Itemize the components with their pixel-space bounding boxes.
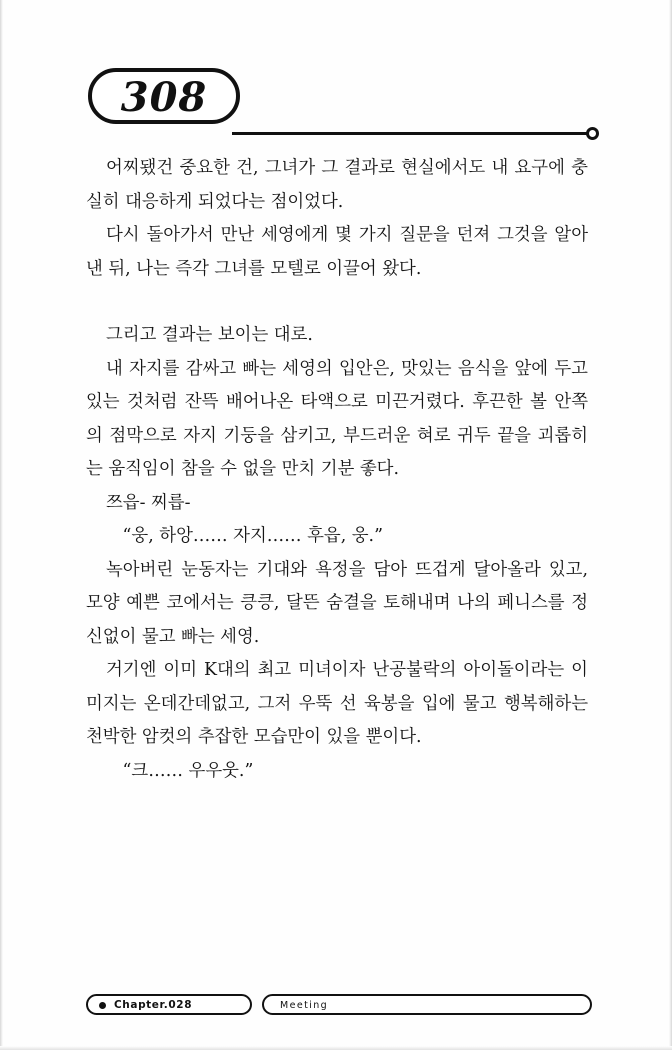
page-header xyxy=(0,68,672,140)
paragraph: 녹아버린 눈동자는 기대와 욕정을 담아 뜨겁게 달아올라 있고, 모양 예쁜 코에서는 킁킁, 달뜬 숨결을 토해내며 나의 페니스를 정신없이 물고 빠는 세영. xyxy=(86,559,588,647)
paragraph-sound-effect: 쯔읍- 찌릅- xyxy=(106,492,191,513)
header-rule xyxy=(232,132,592,135)
paragraph-dialogue: “크…… 우우웃.” xyxy=(122,760,254,781)
page-number: 308 xyxy=(120,74,208,121)
page-body-text xyxy=(86,152,588,788)
footer-chapter-pill xyxy=(86,994,252,1015)
footer-section-label: Meeting xyxy=(280,1000,329,1011)
paragraph: 다시 돌아가서 만난 세영에게 몇 가지 질문을 던져 그것을 알아낸 뒤, 나는 즉각 그녀를 모텔로 이끌어 왔다. xyxy=(86,225,588,279)
paragraph: 거기엔 이미 K대의 최고 미녀이자 난공불락의 아이돌이라는 이미지는 온데간데없고, 그저 우뚝 선 육봉을 입에 물고 행복해하는 천박한 암컷의 추잡한 모습만이 있을 뿐이다. xyxy=(86,660,588,747)
page-number-bubble xyxy=(88,68,240,124)
header-rule-end-dot-icon xyxy=(586,127,599,140)
page-footer xyxy=(0,994,672,1016)
footer-chapter-label: Chapter.028 xyxy=(114,999,193,1011)
paragraph-spacer xyxy=(86,286,588,319)
footer-section-pill xyxy=(262,994,592,1015)
page-bottom-edge-shadow xyxy=(0,1046,672,1050)
paragraph: 어찌됐건 중요한 건, 그녀가 그 결과로 현실에서도 내 요구에 충실히 대응하게 되었다는 점이었다. xyxy=(86,158,588,212)
paragraph-dialogue: “웅, 하앙…… 자지…… 후읍, 웅.” xyxy=(122,526,383,546)
paragraph: 내 자지를 감싸고 빠는 세영의 입안은, 맛있는 음식을 앞에 두고 있는 것처럼 잔뜩 배어나온 타액으로 미끈거렸다. 후끈한 볼 안쪽의 점막으로 자지 기둥을 삼키고, 부드러운 혀로 귀두 끝을 괴롭히는 움직임이 참을 수 없을 만치 기분 좋다. xyxy=(86,358,588,479)
paragraph: 그리고 결과는 보이는 대로. xyxy=(106,325,313,345)
bullet-dot-icon xyxy=(99,1002,106,1009)
page-left-edge-shadow xyxy=(0,0,3,1050)
